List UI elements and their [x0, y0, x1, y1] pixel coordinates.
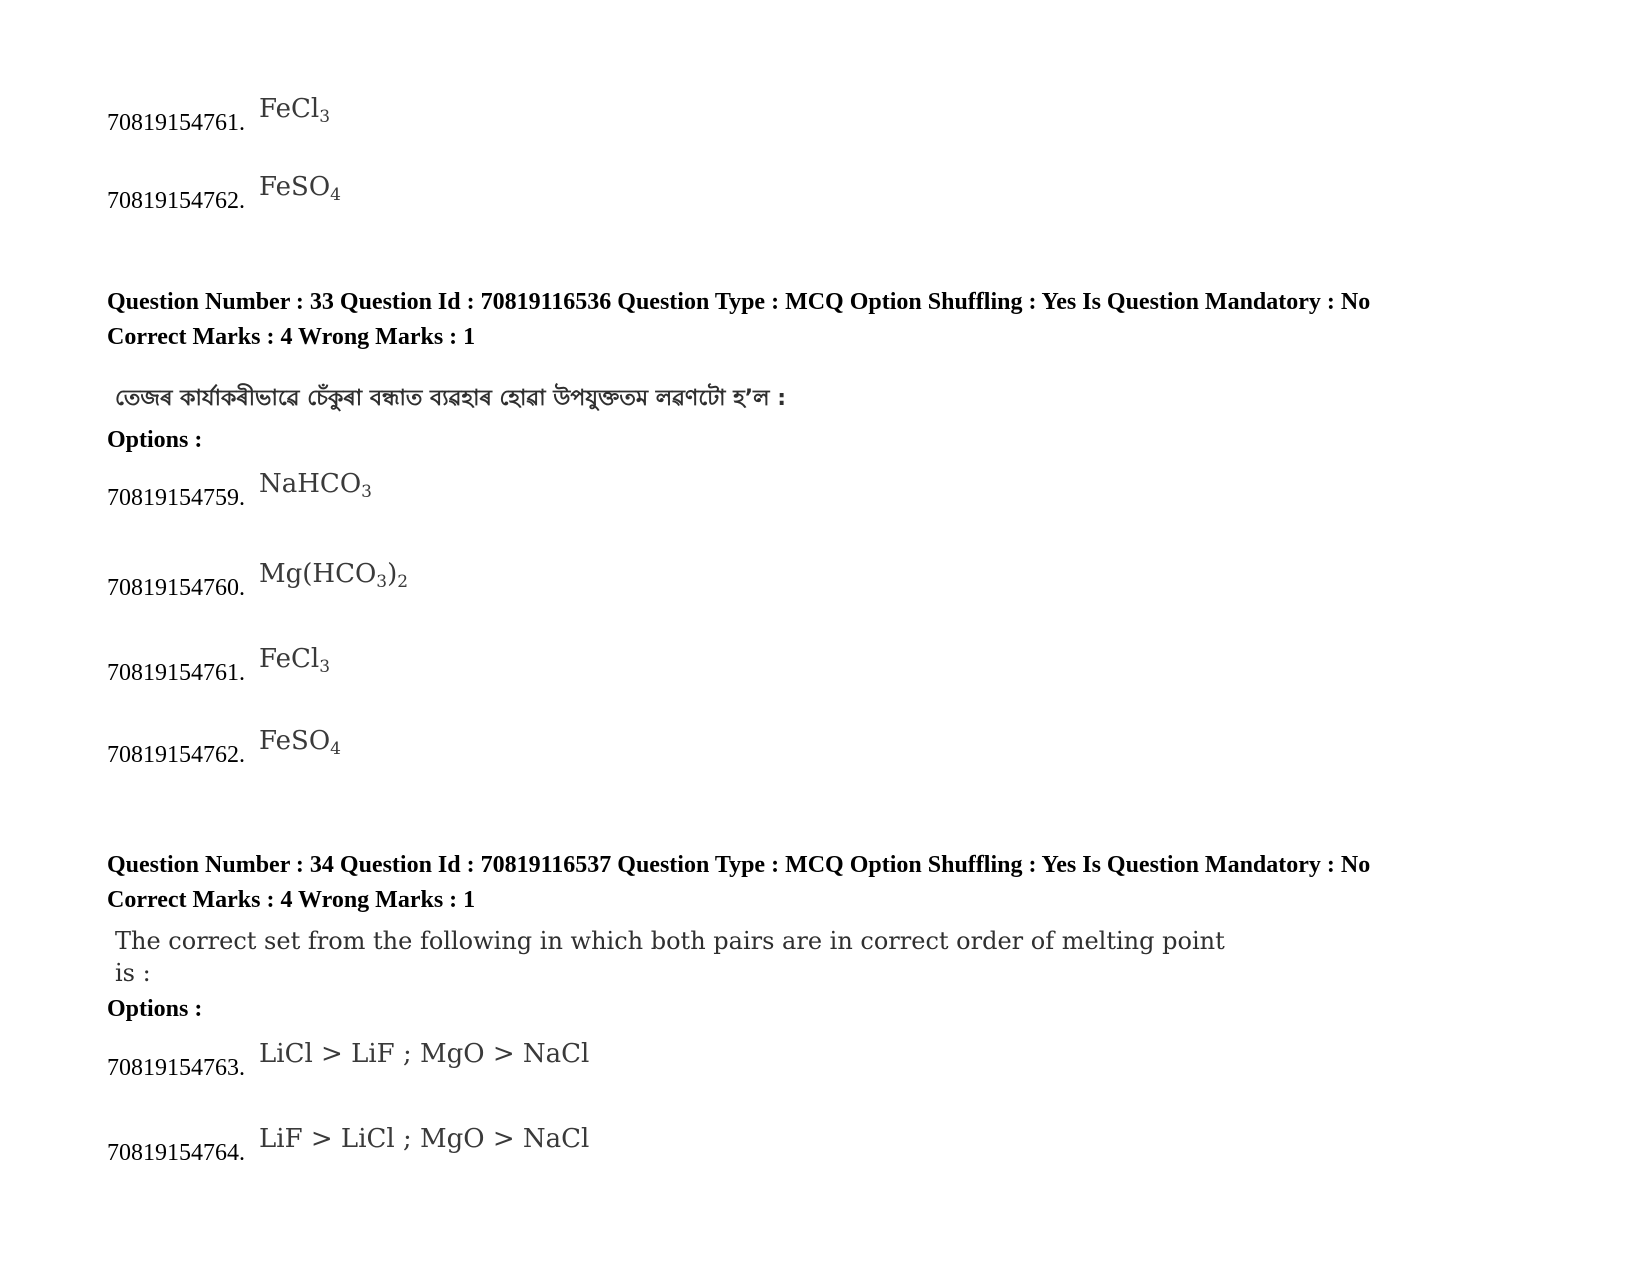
question-text	[115, 925, 1225, 989]
option-formula: NaHCO$_3$	[259, 469, 372, 502]
question-meta-line: Question Number : 33 Question Id : 70819116536 Question Type : MCQ Option Shuffling : Yes Is Question Mandatory : No	[107, 289, 1371, 315]
option-row	[107, 172, 341, 218]
option-text: LiCl > LiF ; MgO > NaCl	[259, 1039, 590, 1069]
option-formula: FeSO$_4$	[259, 172, 341, 205]
option-formula: FeCl$_3$	[259, 644, 331, 677]
options-label: Options :	[107, 996, 203, 1022]
question-header	[107, 285, 1370, 355]
option-id: 70819154763.	[107, 1055, 245, 1081]
option-id: 70819154762.	[107, 188, 245, 214]
option-formula: FeSO$_4$	[259, 726, 341, 759]
question-text-line: is :	[115, 959, 151, 987]
question-marks-line: Correct Marks : 4 Wrong Marks : 1	[107, 887, 476, 913]
option-id: 70819154762.	[107, 742, 245, 768]
option-formula: FeCl$_3$	[259, 94, 331, 127]
question-text-line: The correct set from the following in which both pairs are in correct order of melting point	[115, 927, 1225, 955]
option-row	[107, 469, 372, 515]
question-header	[107, 848, 1370, 918]
option-row	[107, 726, 341, 772]
option-row	[107, 94, 331, 140]
options-label: Options :	[107, 427, 203, 453]
option-id: 70819154760.	[107, 575, 245, 601]
option-row	[107, 644, 331, 690]
option-row	[107, 1124, 590, 1170]
option-formula: $Mg(HCO_3)_2$	[259, 559, 409, 592]
option-id: 70819154761.	[107, 110, 245, 136]
question-meta-line: Question Number : 34 Question Id : 70819116537 Question Type : MCQ Option Shuffling : Yes Is Question Mandatory : No	[107, 852, 1371, 878]
question-marks-line: Correct Marks : 4 Wrong Marks : 1	[107, 324, 476, 350]
option-row	[107, 559, 409, 605]
question-text: তেজৰ কাৰ্যাকৰীভাৱে চেঁকুৰা বন্ধাত ব্যৱহাৰ হোৱা উপযুক্ততম লৱণটো হ’ল :	[115, 386, 786, 411]
option-id: 70819154761.	[107, 660, 245, 686]
option-id: 70819154759.	[107, 485, 245, 511]
option-text: LiF > LiCl ; MgO > NaCl	[259, 1124, 590, 1154]
option-row	[107, 1039, 590, 1085]
option-id: 70819154764.	[107, 1140, 245, 1166]
